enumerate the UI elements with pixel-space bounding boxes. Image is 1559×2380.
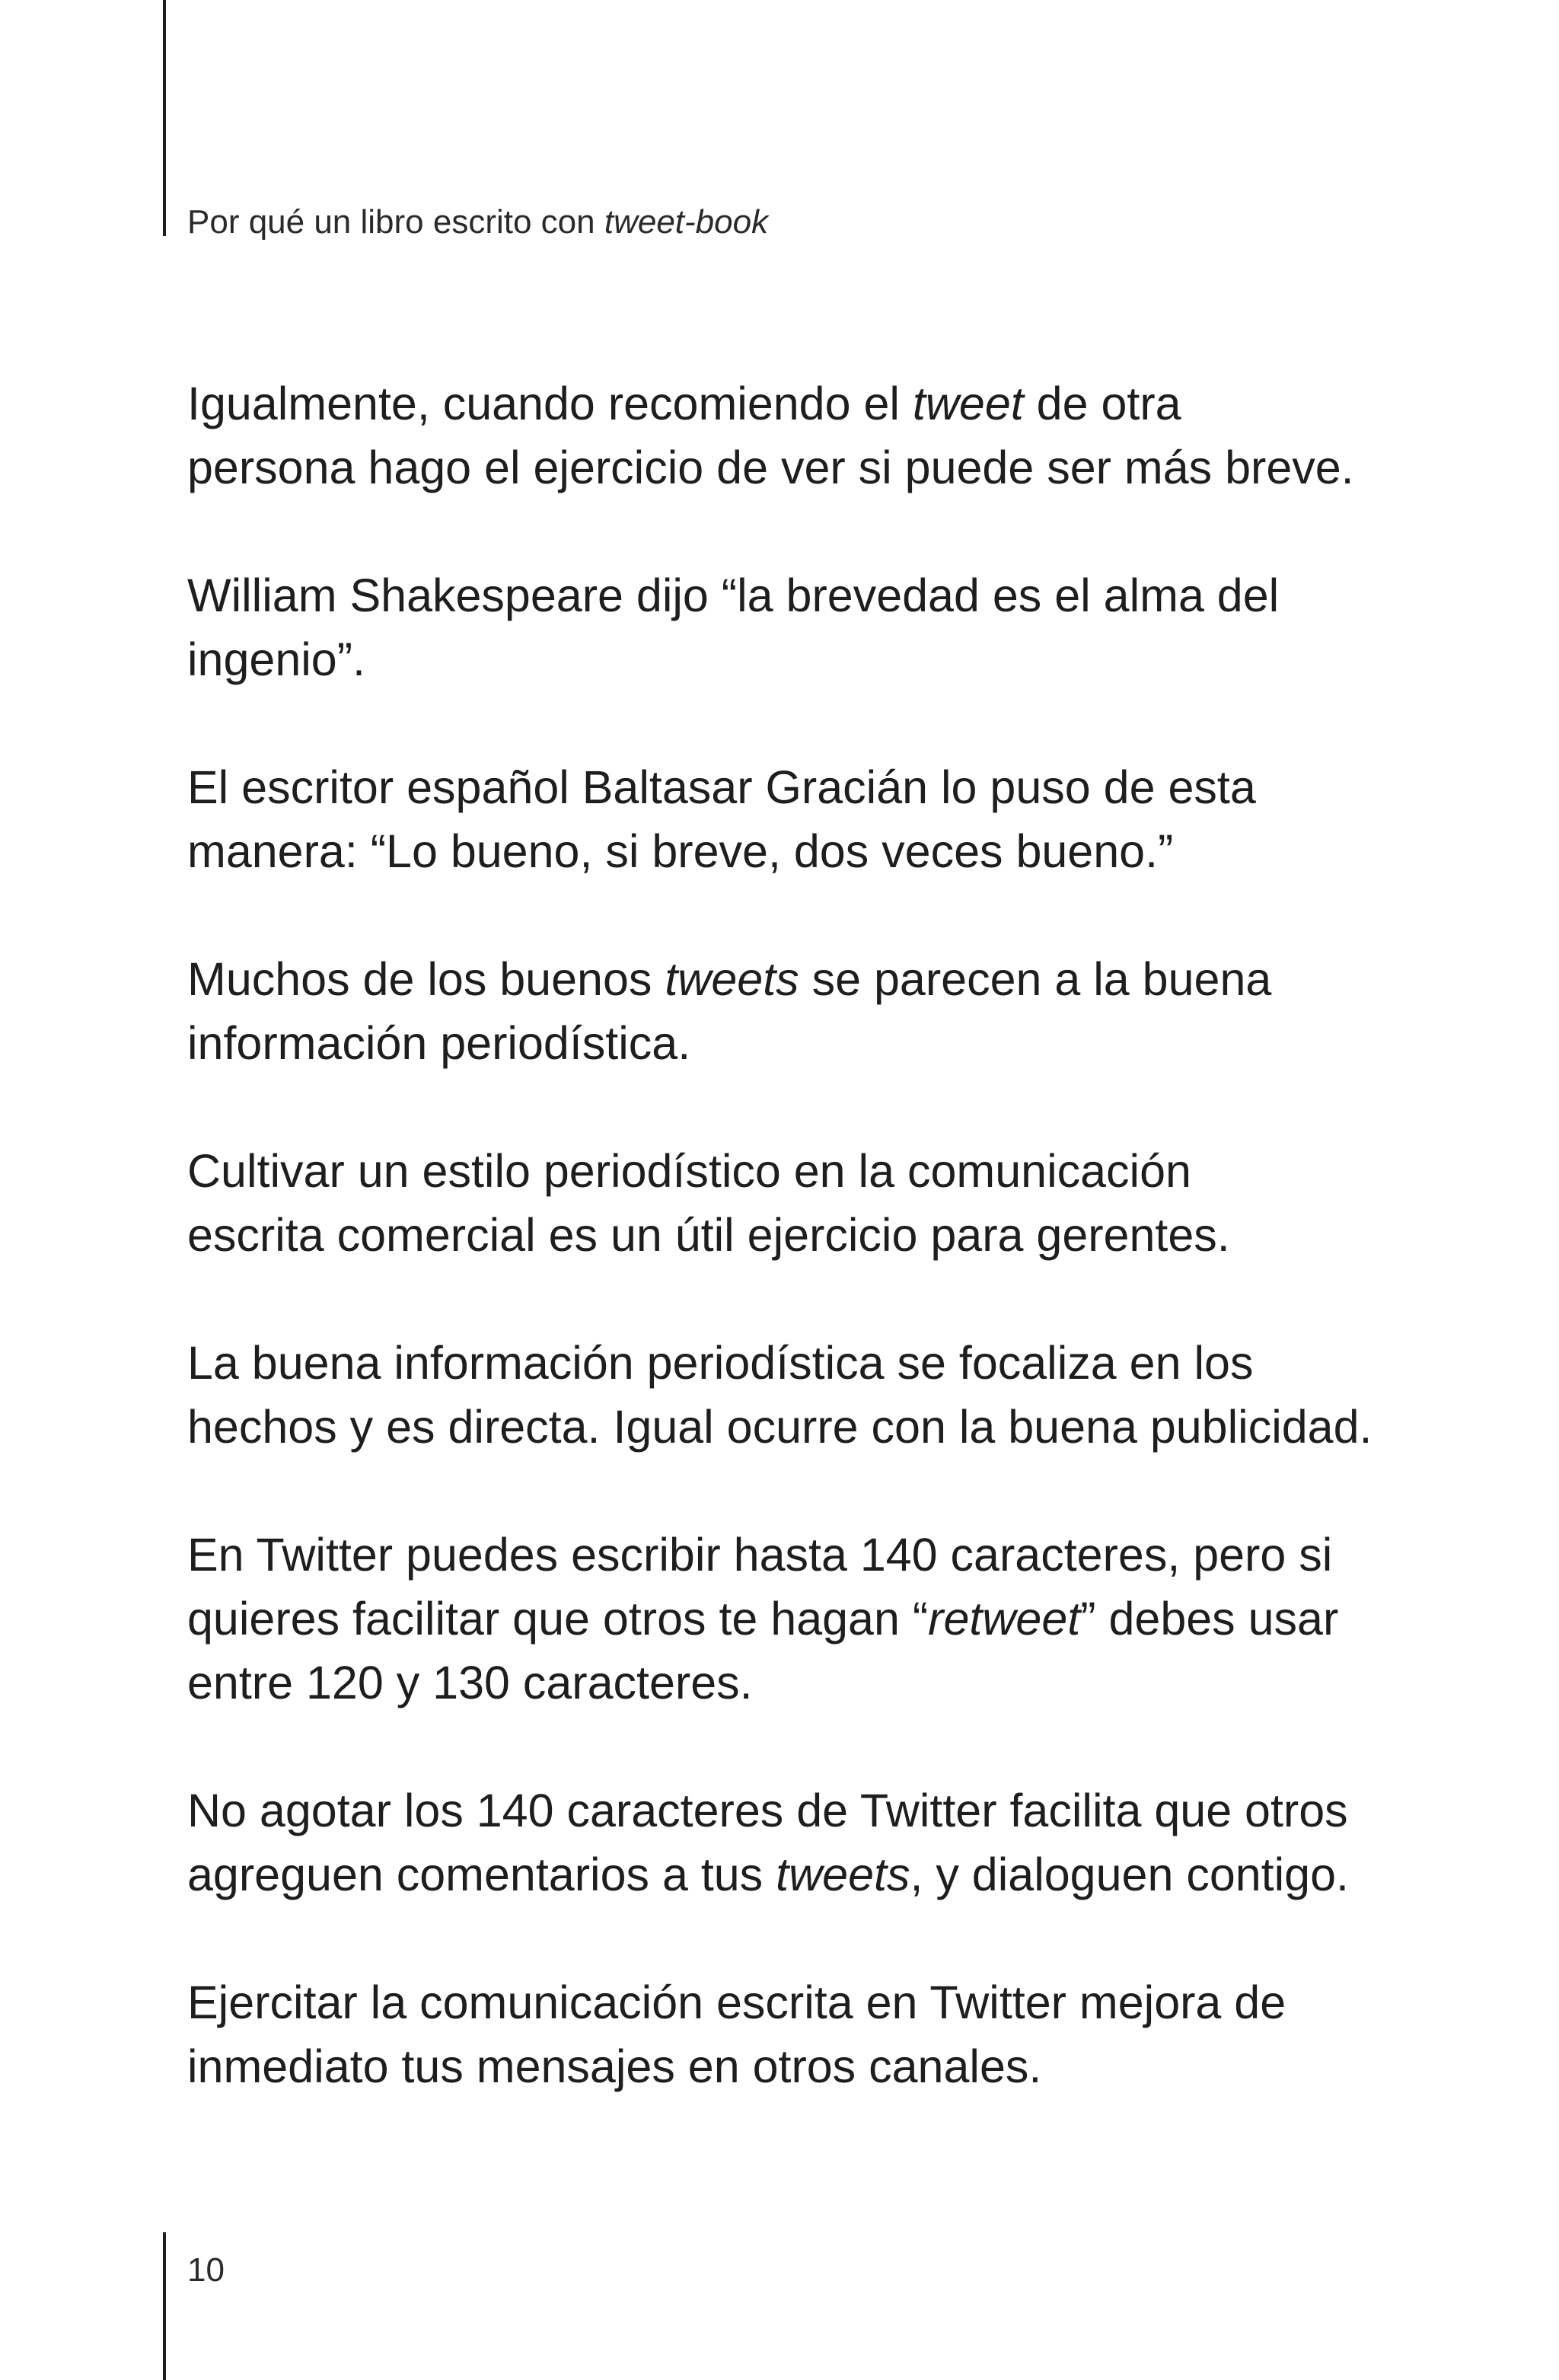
text-segment: se parecen a la buena <box>799 953 1272 1005</box>
paragraph <box>187 755 1375 883</box>
text-segment: agreguen comentarios a tus <box>187 1849 776 1900</box>
text-line: En Twitter puedes escribir hasta 140 caracteres, pero si <box>187 1529 1333 1581</box>
margin-rule-top <box>163 0 166 236</box>
text-line: entre 120 y 130 caracteres. <box>187 1657 753 1708</box>
text-line: Ejercitar la comunicación escrita en Twitter mejora de <box>187 1976 1286 2028</box>
text-line <box>187 953 1271 1005</box>
paragraph <box>187 947 1375 1075</box>
paragraph <box>187 1523 1375 1715</box>
text-line <box>187 1849 1349 1900</box>
text-line: escrita comercial es un útil ejercicio para gerentes. <box>187 1209 1230 1261</box>
text-line: ingenio”. <box>187 633 365 685</box>
text-segment: Muchos de los buenos <box>187 953 665 1005</box>
text-segment: de otra <box>1023 378 1181 429</box>
paragraph <box>187 563 1375 691</box>
text-line: inmediato tus mensajes en otros canales. <box>187 2040 1042 2092</box>
margin-rule-bottom <box>163 2232 166 2380</box>
text-line: información periodística. <box>187 1017 691 1069</box>
italic-term: tweets <box>776 1849 910 1900</box>
paragraph <box>187 1331 1375 1459</box>
running-header-italic: tweet-book <box>604 203 769 241</box>
paragraph <box>187 372 1375 499</box>
text-segment: ” debes usar <box>1080 1593 1339 1645</box>
paragraph <box>187 1970 1375 2098</box>
text-line: William Shakespeare dijo “la brevedad es el alma del <box>187 569 1280 621</box>
italic-term: tweets <box>665 953 799 1005</box>
text-line: manera: “Lo bueno, si breve, dos veces bueno.” <box>187 825 1174 877</box>
page-body <box>187 372 1375 2162</box>
text-line: El escritor español Baltasar Gracián lo puso de esta <box>187 761 1256 813</box>
text-line: persona hago el ejercicio de ver si puede ser más breve. <box>187 442 1354 493</box>
italic-term: tweet <box>912 378 1024 429</box>
text-line <box>187 378 1181 429</box>
text-line: Cultivar un estilo periodístico en la comunicación <box>187 1145 1191 1197</box>
paragraph <box>187 1779 1375 1906</box>
paragraph <box>187 1139 1375 1267</box>
text-line: No agotar los 140 caracteres de Twitter facilita que otros <box>187 1785 1348 1836</box>
running-header-text: Por qué un libro escrito con <box>187 203 604 241</box>
text-line: hechos y es directa. Igual ocurre con la buena publicidad. <box>187 1401 1372 1453</box>
text-segment: , y dialoguen contigo. <box>910 1849 1349 1900</box>
page-number: 10 <box>187 2251 225 2289</box>
text-line: La buena información periodística se focaliza en los <box>187 1337 1254 1389</box>
text-segment: quieres facilitar que otros te hagan “ <box>187 1593 929 1645</box>
text-line <box>187 1593 1338 1645</box>
italic-term: retweet <box>928 1593 1081 1645</box>
running-header <box>187 199 768 245</box>
text-segment: Igualmente, cuando recomiendo el <box>187 378 913 429</box>
